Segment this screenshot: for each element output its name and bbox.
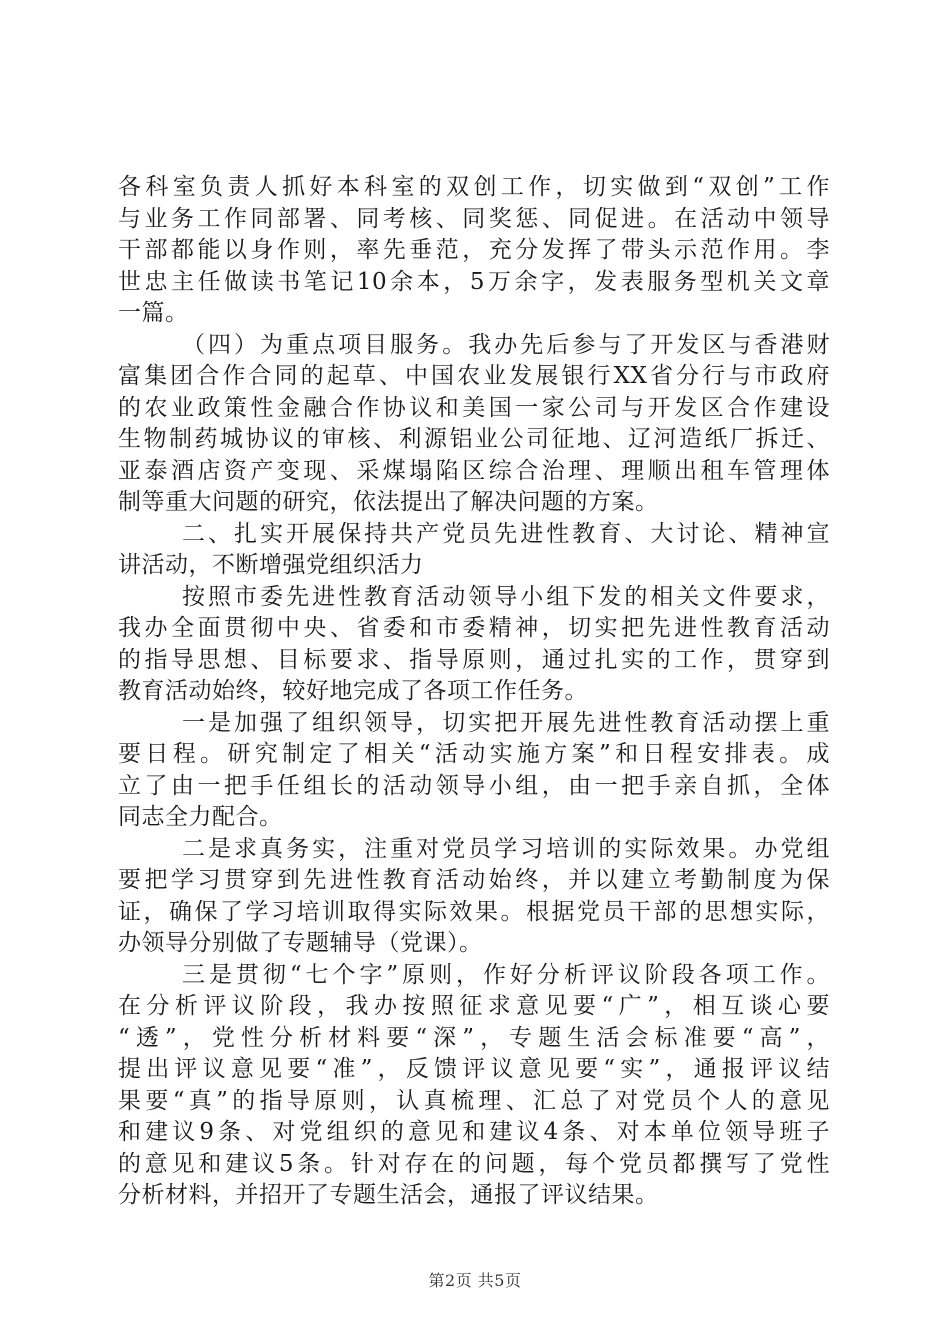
page-footer: 第2页 共5页 (428, 1271, 522, 1290)
paragraph-line: 制等重大问题的研究，依法提出了解决问题的方案。 (118, 489, 659, 515)
paragraph-line: 讲活动，不断增强党组织活力 (118, 552, 424, 578)
paragraph-line: 各科室负责人抓好本科室的双创工作，切实做到“双创”工作 (118, 174, 830, 200)
paragraph-line: 提出评议意见要“准”，反馈评议意见要“实”，通报评议结 (118, 1056, 830, 1082)
paragraph-line: 一是加强了组织领导，切实把开展先进性教育活动摆上重 (182, 709, 830, 736)
paragraph (118, 582, 830, 708)
paragraph-line: 按照市委先进性教育活动领导小组下发的相关文件要求， (182, 583, 830, 610)
paragraph-line: 果要“真”的指导原则，认真梳理、汇总了对党员个人的意见 (118, 1087, 830, 1114)
paragraph-line: 要日程。研究制定了相关“活动实施方案”和日程安排表。成 (118, 741, 830, 767)
paragraph-line: 的指导思想、目标要求、指导原则，通过扎实的工作，贯穿到 (118, 646, 830, 673)
paragraph-line: 二、扎实开展保持共产党员先进性教育、大讨论、精神宣 (182, 520, 830, 547)
paragraph (118, 330, 830, 519)
paragraph-line: 同志全力配合。 (118, 804, 283, 830)
paragraph-line: 三是贯彻“七个字”原则，作好分析评议阶段各项工作。 (182, 961, 830, 988)
paragraph-line: 在分析评议阶段，我办按照征求意见要“广”，相互谈心要 (118, 993, 830, 1019)
paragraph-line: 的意见和建议5条。针对存在的问题，每个党员都撰写了党性 (118, 1150, 830, 1177)
document-body (118, 172, 830, 1212)
paragraph (118, 960, 830, 1212)
paragraph-line: 的农业政策性金融合作协议和美国一家公司与开发区合作建设 (118, 394, 830, 421)
paragraph-line: 二是求真务实，注重对党员学习培训的实际效果。办党组 (182, 835, 830, 862)
paragraph (118, 708, 830, 834)
paragraph-line: 教育活动始终，较好地完成了各项工作任务。 (118, 678, 588, 704)
paragraph-line: 世忠主任做读书笔记10余本，5万余字，发表服务型机关文章 (118, 268, 830, 295)
paragraph-line: 干部都能以身作则，率先垂范，充分发挥了带头示范作用。李 (118, 237, 830, 263)
paragraph (118, 172, 830, 330)
paragraph (118, 834, 830, 960)
paragraph-line: 要把学习贯穿到先进性教育活动始终，并以建立考勤制度为保 (118, 867, 830, 893)
paragraph (118, 519, 830, 582)
paragraph-line: 立了由一把手任组长的活动领导小组，由一把手亲自抓，全体 (118, 772, 830, 799)
paragraph-line: 亚泰酒店资产变现、采煤塌陷区综合治理、理顺出租车管理体 (118, 457, 830, 484)
paragraph-line: 和建议9条、对党组织的意见和建议4条、对本单位领导班子 (118, 1119, 830, 1145)
paragraph-line: 生物制药城协议的审核、利源铝业公司征地、辽河造纸厂拆迁、 (118, 426, 830, 452)
paragraph-line: 我办全面贯彻中央、省委和市委精神，切实把先进性教育活动 (118, 615, 830, 641)
paragraph-line: 办领导分别做了专题辅导（党课）。 (118, 930, 483, 956)
paragraph-line: 分析材料，并招开了专题生活会，通报了评议结果。 (118, 1182, 659, 1208)
paragraph-line: “透”，党性分析材料要“深”，专题生活会标准要“高”， (118, 1024, 830, 1051)
paragraph-line: （四）为重点项目服务。我办先后参与了开发区与香港财 (182, 331, 830, 358)
paragraph-line: 证，确保了学习培训取得实际效果。根据党员干部的思想实际， (118, 898, 830, 925)
paragraph-line: 与业务工作同部署、同考核、同奖惩、同促进。在活动中领导 (118, 205, 830, 232)
paragraph-line: 一篇。 (118, 300, 189, 326)
paragraph-line: 富集团合作合同的起草、中国农业发展银行XX省分行与市政府 (118, 363, 830, 389)
